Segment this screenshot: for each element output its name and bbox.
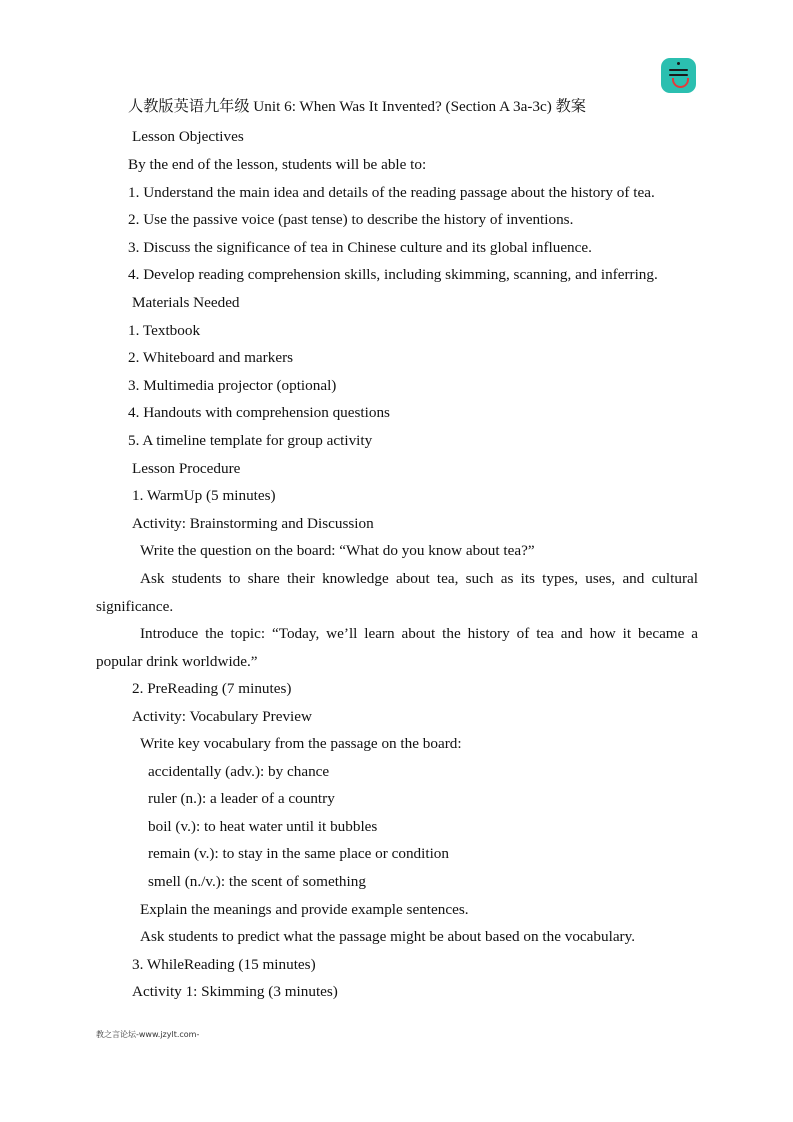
objective-item: 2. Use the passive voice (past tense) to describe the history of inventions. <box>128 211 574 228</box>
material-item: 2. Whiteboard and markers <box>128 349 294 366</box>
objective-item: 4. Develop reading comprehension skills, including skimming, scanning, and inferring. <box>128 266 658 283</box>
prereading-step: Write key vocabulary from the passage on the board: <box>140 735 462 752</box>
prereading-step: Ask students to predict what the passage might be about based on the vocabulary. <box>140 928 636 945</box>
prereading-heading: 2. PreReading (7 minutes) <box>132 680 292 697</box>
whilereading-heading: 3. WhileReading (15 minutes) <box>132 956 316 973</box>
warmup-heading: 1. WarmUp (5 minutes) <box>132 487 276 504</box>
warmup-step: Introduce the topic: “Today, we’ll learn about the history of tea and how it became a popular drink worldwide.” <box>96 625 698 670</box>
objectives-intro: By the end of the lesson, students will be able to: <box>128 156 427 173</box>
prereading-step: Explain the meanings and provide example sentences. <box>140 901 469 918</box>
material-item: 4. Handouts with comprehension questions <box>128 404 390 421</box>
vocab-item: smell (n./v.): the scent of something <box>148 873 366 890</box>
material-item: 5. A timeline template for group activity <box>128 432 373 449</box>
vocab-item: accidentally (adv.): by chance <box>148 763 330 780</box>
materials-heading: Materials Needed <box>132 294 240 311</box>
vocab-item: boil (v.): to heat water until it bubbles <box>148 818 378 835</box>
whilereading-activity: Activity 1: Skimming (3 minutes) <box>132 983 338 1000</box>
objective-item: 1. Understand the main idea and details of the reading passage about the history of tea. <box>128 184 655 201</box>
material-item: 3. Multimedia projector (optional) <box>128 377 337 394</box>
vocab-item: ruler (n.): a leader of a country <box>148 790 335 807</box>
objective-item: 3. Discuss the significance of tea in Chinese culture and its global influence. <box>128 239 592 256</box>
warmup-activity: Activity: Brainstorming and Discussion <box>132 515 374 532</box>
material-item: 1. Textbook <box>128 322 201 339</box>
warmup-step: Ask students to share their knowledge about tea, such as its types, uses, and cultural significance. <box>96 570 698 615</box>
prereading-activity: Activity: Vocabulary Preview <box>132 708 312 725</box>
warmup-step: Write the question on the board: “What do you know about tea?” <box>140 542 535 559</box>
page-footer: 教之言论坛-www.jzylt.com- <box>96 1030 200 1039</box>
procedure-heading: Lesson Procedure <box>132 460 241 477</box>
site-logo-icon <box>661 58 696 93</box>
vocab-item: remain (v.): to stay in the same place or condition <box>148 845 449 862</box>
page-title: 人教版英语九年级 Unit 6: When Was It Invented? (Section A 3a-3c) 教案 <box>128 98 586 115</box>
objectives-heading: Lesson Objectives <box>132 128 244 145</box>
